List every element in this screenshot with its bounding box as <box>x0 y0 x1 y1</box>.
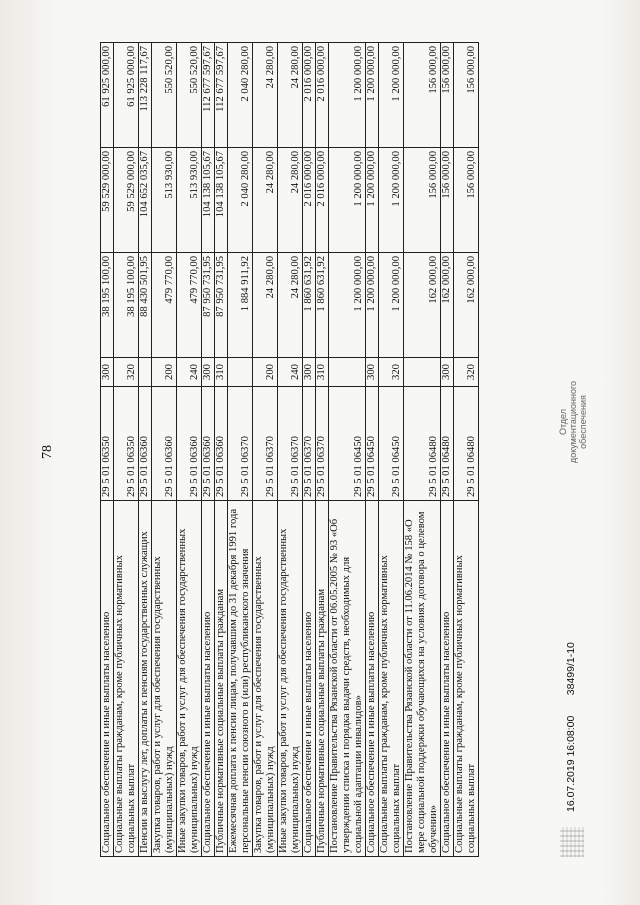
row-value-2020: 104 138 105,67 <box>202 148 215 253</box>
row-value-2019: 1 860 631,92 <box>316 253 329 358</box>
row-name: Социальное обеспечение и иные выплаты населению <box>366 501 379 857</box>
row-code: 29 5 01 06370 <box>253 387 278 501</box>
row-value-2019: 1 200 000,00 <box>379 253 404 358</box>
row-expense-type <box>404 358 441 387</box>
row-code: 29 5 01 06360 <box>177 387 202 501</box>
row-name: Социальное обеспечение и иные выплаты населению <box>202 501 215 857</box>
row-code: 29 5 01 06480 <box>404 387 441 501</box>
row-value-2021: 24 280,00 <box>253 43 278 148</box>
footer-department-line2: обеспечения <box>578 395 588 449</box>
row-expense-type: 200 <box>152 358 177 387</box>
footer-department <box>558 367 588 477</box>
row-value-2021: 550 520,00 <box>152 43 177 148</box>
row-expense-type: 200 <box>253 358 278 387</box>
row-name: Социальные выплаты гражданам, кроме публичных нормативных социальных выплат <box>379 501 404 857</box>
row-code: 29 5 01 06450 <box>329 387 366 501</box>
row-code: 29 5 01 06370 <box>316 387 329 501</box>
row-value-2021: 113 228 117,67 <box>139 43 152 148</box>
row-value-2021: 61 925 000,00 <box>101 43 114 148</box>
row-expense-type: 320 <box>379 358 404 387</box>
table-row <box>101 43 114 857</box>
row-value-2019: 479 770,00 <box>152 253 177 358</box>
row-code: 29 5 01 06350 <box>114 387 139 501</box>
row-expense-type <box>329 358 366 387</box>
footer-department-line1: Отдел документационного <box>558 380 578 464</box>
row-value-2021: 61 925 000,00 <box>114 43 139 148</box>
table-row <box>215 43 228 857</box>
row-code: 29 5 01 06450 <box>366 387 379 501</box>
row-value-2021: 112 677 597,67 <box>202 43 215 148</box>
row-name: Социальные выплаты гражданам, кроме публичных нормативных социальных выплат <box>114 501 139 857</box>
table-row <box>278 43 303 857</box>
row-expense-type: 320 <box>114 358 139 387</box>
row-expense-type: 300 <box>202 358 215 387</box>
row-expense-type: 320 <box>454 358 479 387</box>
row-name: Закупка товаров, работ и услуг для обеспечения государственных (муниципальных) нужд <box>253 501 278 857</box>
row-value-2021: 550 520,00 <box>177 43 202 148</box>
row-value-2019: 24 280,00 <box>253 253 278 358</box>
row-value-2019: 162 000,00 <box>454 253 479 358</box>
footer-stamp <box>565 642 577 812</box>
row-expense-type: 240 <box>177 358 202 387</box>
table-row <box>441 43 454 857</box>
row-value-2020: 513 930,00 <box>177 148 202 253</box>
row-expense-type <box>139 358 152 387</box>
table-row <box>228 43 253 857</box>
row-value-2019: 479 770,00 <box>177 253 202 358</box>
table-row <box>454 43 479 857</box>
row-value-2020: 104 652 035,67 <box>139 148 152 253</box>
row-code: 29 5 01 06370 <box>278 387 303 501</box>
row-value-2020: 1 200 000,00 <box>379 148 404 253</box>
row-value-2021: 156 000,00 <box>404 43 441 148</box>
row-value-2021: 2 040 280,00 <box>228 43 253 148</box>
row-name: Закупка товаров, работ и услуг для обеспечения государственных (муниципальных) нужд <box>152 501 177 857</box>
table-row <box>177 43 202 857</box>
row-value-2021: 112 677 597,67 <box>215 43 228 148</box>
row-name: Пенсии за выслугу лет, доплаты к пенсиям государственных служащих <box>139 501 152 857</box>
row-value-2019: 1 200 000,00 <box>366 253 379 358</box>
row-value-2021: 1 200 000,00 <box>366 43 379 148</box>
row-value-2021: 24 280,00 <box>278 43 303 148</box>
row-name: Иные закупки товаров, работ и услуг для обеспечения государственных (муниципальных) нужд <box>177 501 202 857</box>
row-code: 29 5 01 06480 <box>454 387 479 501</box>
row-name: Публичные нормативные социальные выплаты гражданам <box>215 501 228 857</box>
row-expense-type: 300 <box>441 358 454 387</box>
budget-table-body <box>101 43 479 857</box>
row-value-2019: 1 884 911,92 <box>228 253 253 358</box>
row-value-2020: 156 000,00 <box>441 148 454 253</box>
row-code: 29 5 01 06370 <box>303 387 316 501</box>
row-code: 29 5 01 06360 <box>139 387 152 501</box>
qr-code-icon <box>560 827 584 857</box>
table-row <box>379 43 404 857</box>
row-value-2019: 24 280,00 <box>278 253 303 358</box>
table-row <box>114 43 139 857</box>
row-value-2020: 59 529 000,00 <box>101 148 114 253</box>
row-expense-type: 300 <box>303 358 316 387</box>
footer-timestamp: 16.07.2019 16:08:00 <box>565 715 577 812</box>
row-value-2019: 162 000,00 <box>441 253 454 358</box>
row-expense-type: 310 <box>215 358 228 387</box>
row-name: Иные закупки товаров, работ и услуг для обеспечения государственных (муниципальных) нужд <box>278 501 303 857</box>
table-row <box>316 43 329 857</box>
row-value-2021: 2 016 000,00 <box>303 43 316 148</box>
row-value-2020: 24 280,00 <box>278 148 303 253</box>
row-value-2020: 156 000,00 <box>454 148 479 253</box>
table-row <box>139 43 152 857</box>
page-number: 78 <box>40 445 55 459</box>
table-row <box>366 43 379 857</box>
row-code: 29 5 01 06370 <box>228 387 253 501</box>
row-value-2019: 88 430 501,95 <box>139 253 152 358</box>
row-name: Постановление Правительства Рязанской области от 11.06.2014 № 158 «О мере социальной поддержки обучающихся на условиях договора о целевом обучении» <box>404 501 441 857</box>
table-row <box>202 43 215 857</box>
row-name: Публичные нормативные социальные выплаты гражданам <box>316 501 329 857</box>
table-row <box>303 43 316 857</box>
row-name: Социальное обеспечение и иные выплаты населению <box>441 501 454 857</box>
row-value-2021: 156 000,00 <box>441 43 454 148</box>
row-expense-type: 300 <box>366 358 379 387</box>
row-value-2019: 162 000,00 <box>404 253 441 358</box>
table-row <box>329 43 366 857</box>
row-value-2019: 1 860 631,92 <box>303 253 316 358</box>
row-value-2019: 87 950 731,95 <box>202 253 215 358</box>
table-row <box>404 43 441 857</box>
row-code: 29 5 01 06480 <box>441 387 454 501</box>
table-row <box>152 43 177 857</box>
row-expense-type <box>228 358 253 387</box>
row-value-2020: 2 040 280,00 <box>228 148 253 253</box>
row-value-2020: 1 200 000,00 <box>366 148 379 253</box>
row-expense-type: 240 <box>278 358 303 387</box>
row-value-2020: 24 280,00 <box>253 148 278 253</box>
row-value-2019: 38 195 100,00 <box>101 253 114 358</box>
row-value-2020: 513 930,00 <box>152 148 177 253</box>
row-code: 29 5 01 06360 <box>215 387 228 501</box>
row-value-2019: 87 950 731,95 <box>215 253 228 358</box>
row-expense-type: 300 <box>101 358 114 387</box>
row-value-2021: 156 000,00 <box>454 43 479 148</box>
row-value-2020: 59 529 000,00 <box>114 148 139 253</box>
row-value-2020: 104 138 105,67 <box>215 148 228 253</box>
row-value-2021: 1 200 000,00 <box>329 43 366 148</box>
footer-doc-code: 38499/1-10 <box>565 642 577 696</box>
row-code: 29 5 01 06360 <box>152 387 177 501</box>
table-row <box>253 43 278 857</box>
row-value-2020: 1 200 000,00 <box>329 148 366 253</box>
row-value-2020: 2 016 000,00 <box>303 148 316 253</box>
row-value-2019: 38 195 100,00 <box>114 253 139 358</box>
row-name: Социальное обеспечение и иные выплаты населению <box>303 501 316 857</box>
row-name: Ежемесячная доплата к пенсии лицам, получавшим до 31 декабря 1991 года персональные пенсии союзного в (или) республиканского значения <box>228 501 253 857</box>
row-code: 29 5 01 06450 <box>379 387 404 501</box>
row-value-2020: 2 016 000,00 <box>316 148 329 253</box>
row-name: Постановление Правительства Рязанской области от 06.05.2005 № 93 «Об утверждении списка и порядка выдачи средств, необходимых для социальной адаптации инвалидов» <box>329 501 366 857</box>
row-name: Социальное обеспечение и иные выплаты населению <box>101 501 114 857</box>
row-value-2021: 2 016 000,00 <box>316 43 329 148</box>
row-value-2019: 1 200 000,00 <box>329 253 366 358</box>
row-value-2020: 156 000,00 <box>404 148 441 253</box>
budget-table <box>100 42 479 857</box>
row-expense-type: 310 <box>316 358 329 387</box>
row-name: Социальные выплаты гражданам, кроме публичных нормативных социальных выплат <box>454 501 479 857</box>
row-value-2021: 1 200 000,00 <box>379 43 404 148</box>
row-code: 29 5 01 06360 <box>202 387 215 501</box>
row-code: 29 5 01 06350 <box>101 387 114 501</box>
rotated-page <box>40 32 600 872</box>
